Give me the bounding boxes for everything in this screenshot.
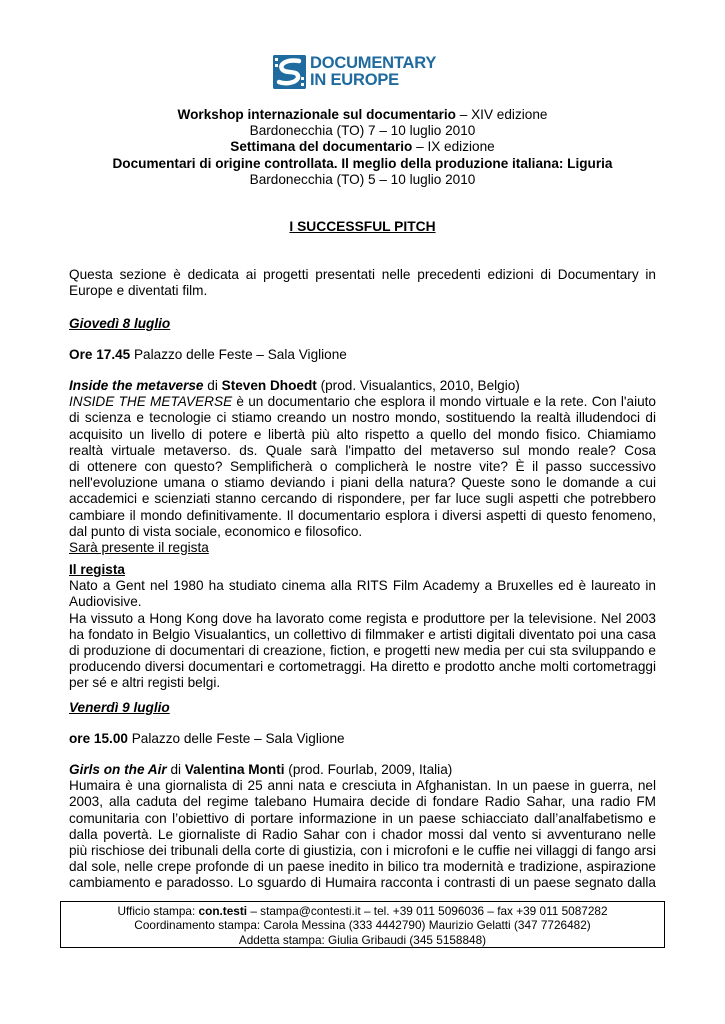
day2-desc-line: cambiamento e paradosso. Lo sguardo di Humaira racconta i contrasti di un paese segnato dalla (69, 875, 656, 891)
footer-coordination: Coordinamento stampa: Carola Messina (333 4442790) Maurizio Gelatti (347 7726482) (134, 918, 591, 933)
day1-desc-line: nell'evoluzione umana o stiamo deviando i piani della natura? Queste sono le domande a cui (69, 475, 656, 491)
header-line-workshop-dates: Bardonecchia (TO) 7 – 10 luglio 2010 (249, 123, 476, 139)
day2-heading: Venerdì 9 luglio (69, 700, 170, 715)
header-line-settimana-dates: Bardonecchia (TO) 5 – 10 luglio 2010 (249, 171, 476, 187)
press-office-footer (60, 901, 665, 948)
day2-session: ore 15.00 Palazzo delle Feste – Sala Viglione (69, 731, 345, 746)
logo-text-line2: IN EUROPE (310, 71, 399, 89)
day1-desc-line: dal punto di vista sociale, economico e filosofico. (69, 523, 363, 539)
day2-desc-line: comunitaria con l’obiettivo di portare informazione in un paese schiacciato dall’analfabetismo e (69, 810, 656, 826)
documentary-in-europe-logo (273, 54, 445, 90)
header-line-doc: Documentari di origine controllata. Il meglio della produzione italiana: Liguria (112, 155, 613, 171)
header-line-settimana: Settimana del documentario – IX edizione (230, 139, 495, 155)
event-header (60, 107, 665, 188)
day1-film-info: Inside the metaverse di Steven Dhoedt (prod. Visualantics, 2010, Belgio) INSIDE THE METAVERSE è un documentario che esplora il mondo virtuale e la rete. Con l'aiuto di scienza e tecnologie ci stiamo creando un nostro mondo, sostituendo la realtà illudendoci di acquisito un livello di potere e libertà più alto rispetto a quello del mondo fisico. Chiamiamo realtà virtuale metaverso. ds. Quale sarà l'impatto del metaverso sul mondo reale? Cosa di ottenere con questo? Semplificherà o complicherà le nostre vite? È il passo successivo nell'evoluzione umana o stiamo deviando i piani della natura? Queste sono le domande a cui accademici e scienziati stanno cercando di rispondere, per far luce sugli aspetti che potrebbero cambiare il mondo definitivamente. Il documentario esplora i diversi aspetti di questo fenomeno, dal punto di vista sociale, economico e filosofico. Sarà presente il regista (69, 378, 656, 555)
bio-line: per sé e altri registi belgi. (69, 675, 221, 691)
day2-desc-line: dalla povertà. Le giornaliste di Radio Sahar con i chador mossi dal vento si avventurano nelle (69, 826, 656, 842)
day2-desc-line: dal sole, nelle crepe profonde di un paese inedito in bilico tra modernità e tradizione, aspirazione (69, 859, 656, 875)
bio-line: Ha vissuto a Hong Kong dove ha lavorato come regista e produttore per la televisione. Nel 2003 (69, 610, 656, 626)
bio-line: Audiovisive. (69, 594, 142, 610)
bio-line: di produzione di documentari di creazione, fiction, e progetti new media per cui sta sviluppando e (69, 642, 656, 658)
film-s-logo-icon (273, 55, 306, 89)
footer-press-office: Ufficio stampa: con.testi – stampa@contesti.it – tel. +39 011 5096036 – fax +39 011 5087282 (117, 904, 608, 918)
day1-desc-line: di scienza e tecnologie ci stiamo creando un nostro mondo, sostituendo la realtà illudendoci di (69, 410, 656, 426)
intro-paragraph: Questa sezione è dedicata ai progetti presentati nelle precedenti edizioni di Documentary in Europe e diventati film. (69, 267, 656, 299)
bio-heading: Il regista (69, 562, 125, 577)
day1-desc-line: cambiare il mondo definitivamente. Il documentario esplora i diversi aspetti di questo fenomeno, (69, 507, 656, 523)
day2-film-info: Girls on the Air di Valentina Monti (prod. Fourlab, 2009, Italia) Humaira è una giornalista di 25 anni nata e cresciuta in Afghanistan. In un paese in guerra, nel 2003, alla caduta del regime talebano Humaira decide di fondare Radio Sahar, una radio FM comunitaria con l’obiettivo di portare informazione in un paese schiacciato dall’analfabetismo e dalla povertà. Le giornaliste di Radio Sahar con i chador mossi dal vento si avventurano nelle più rischiose dei tribunali della corte di giustizia, con i microfoni e le cuffie nei villaggi di fango arsi dal sole, nelle crepe profonde di un paese inedito in bilico tra modernità e tradizione, aspirazione cambiamento e paradosso. Lo sguardo di Humaira racconta i contrasti di un paese segnato dalla (69, 762, 656, 891)
director-bio (69, 562, 656, 692)
day1-session: Ore 17.45 Palazzo delle Feste – Sala Viglione (69, 347, 347, 362)
day1-desc-line: accademici e scienziati stanno cercando di rispondere, per far luce sugli aspetti che potrebbero (69, 491, 656, 507)
footer-press-contact: Addetta stampa: Giulia Gribaudi (345 5158848) (238, 932, 487, 947)
day2-desc-line: Humaira è una giornalista di 25 anni nata e cresciuta in Afghanistan. In un paese in guerra, nel (69, 778, 656, 794)
day1-heading: Giovedì 8 luglio (69, 316, 171, 331)
day1-desc-line: acquisito un livello di potere e libertà più alto rispetto a quello del mondo fisico. Chiamiamo (69, 426, 656, 442)
logo-text-line1: DOCUMENTARY (310, 54, 437, 72)
bio-line: producendo diversi documentari e cortometraggi. Ha diretto e prodotto anche molti cortometraggi (69, 659, 656, 675)
header-line-workshop: Workshop internazionale sul documentario – XIV edizione (177, 107, 548, 122)
bio-line: Nato a Gent nel 1980 ha studiato cinema alla RITS Film Academy a Bruxelles ed è laureato in (69, 578, 656, 594)
day1-desc-line: di ottenere con questo? Semplificherà o complicherà le nostre vite? È il passo successivo (69, 458, 656, 474)
section-title: I SUCCESSFUL PITCH (289, 219, 436, 234)
bio-line: ha fondato in Belgio Visualantics, un collettivo di filmmaker e artisti digitali diventato poi una casa (69, 626, 656, 642)
day2-desc-line: 2003, alla caduta del regime talebano Humaira decide di fondare Radio Sahar, una radio FM (69, 794, 656, 810)
day1-desc-line: realtà virtuale metaverso. ds. Quale sarà l'impatto del metaverso sul mondo reale? Cosa (69, 442, 656, 458)
day2-desc-line: più rischiose dei tribunali della corte di giustizia, con i microfoni e le cuffie nei villaggi di fango arsi (69, 842, 656, 858)
director-presence-note: Sarà presente il regista (69, 539, 209, 555)
